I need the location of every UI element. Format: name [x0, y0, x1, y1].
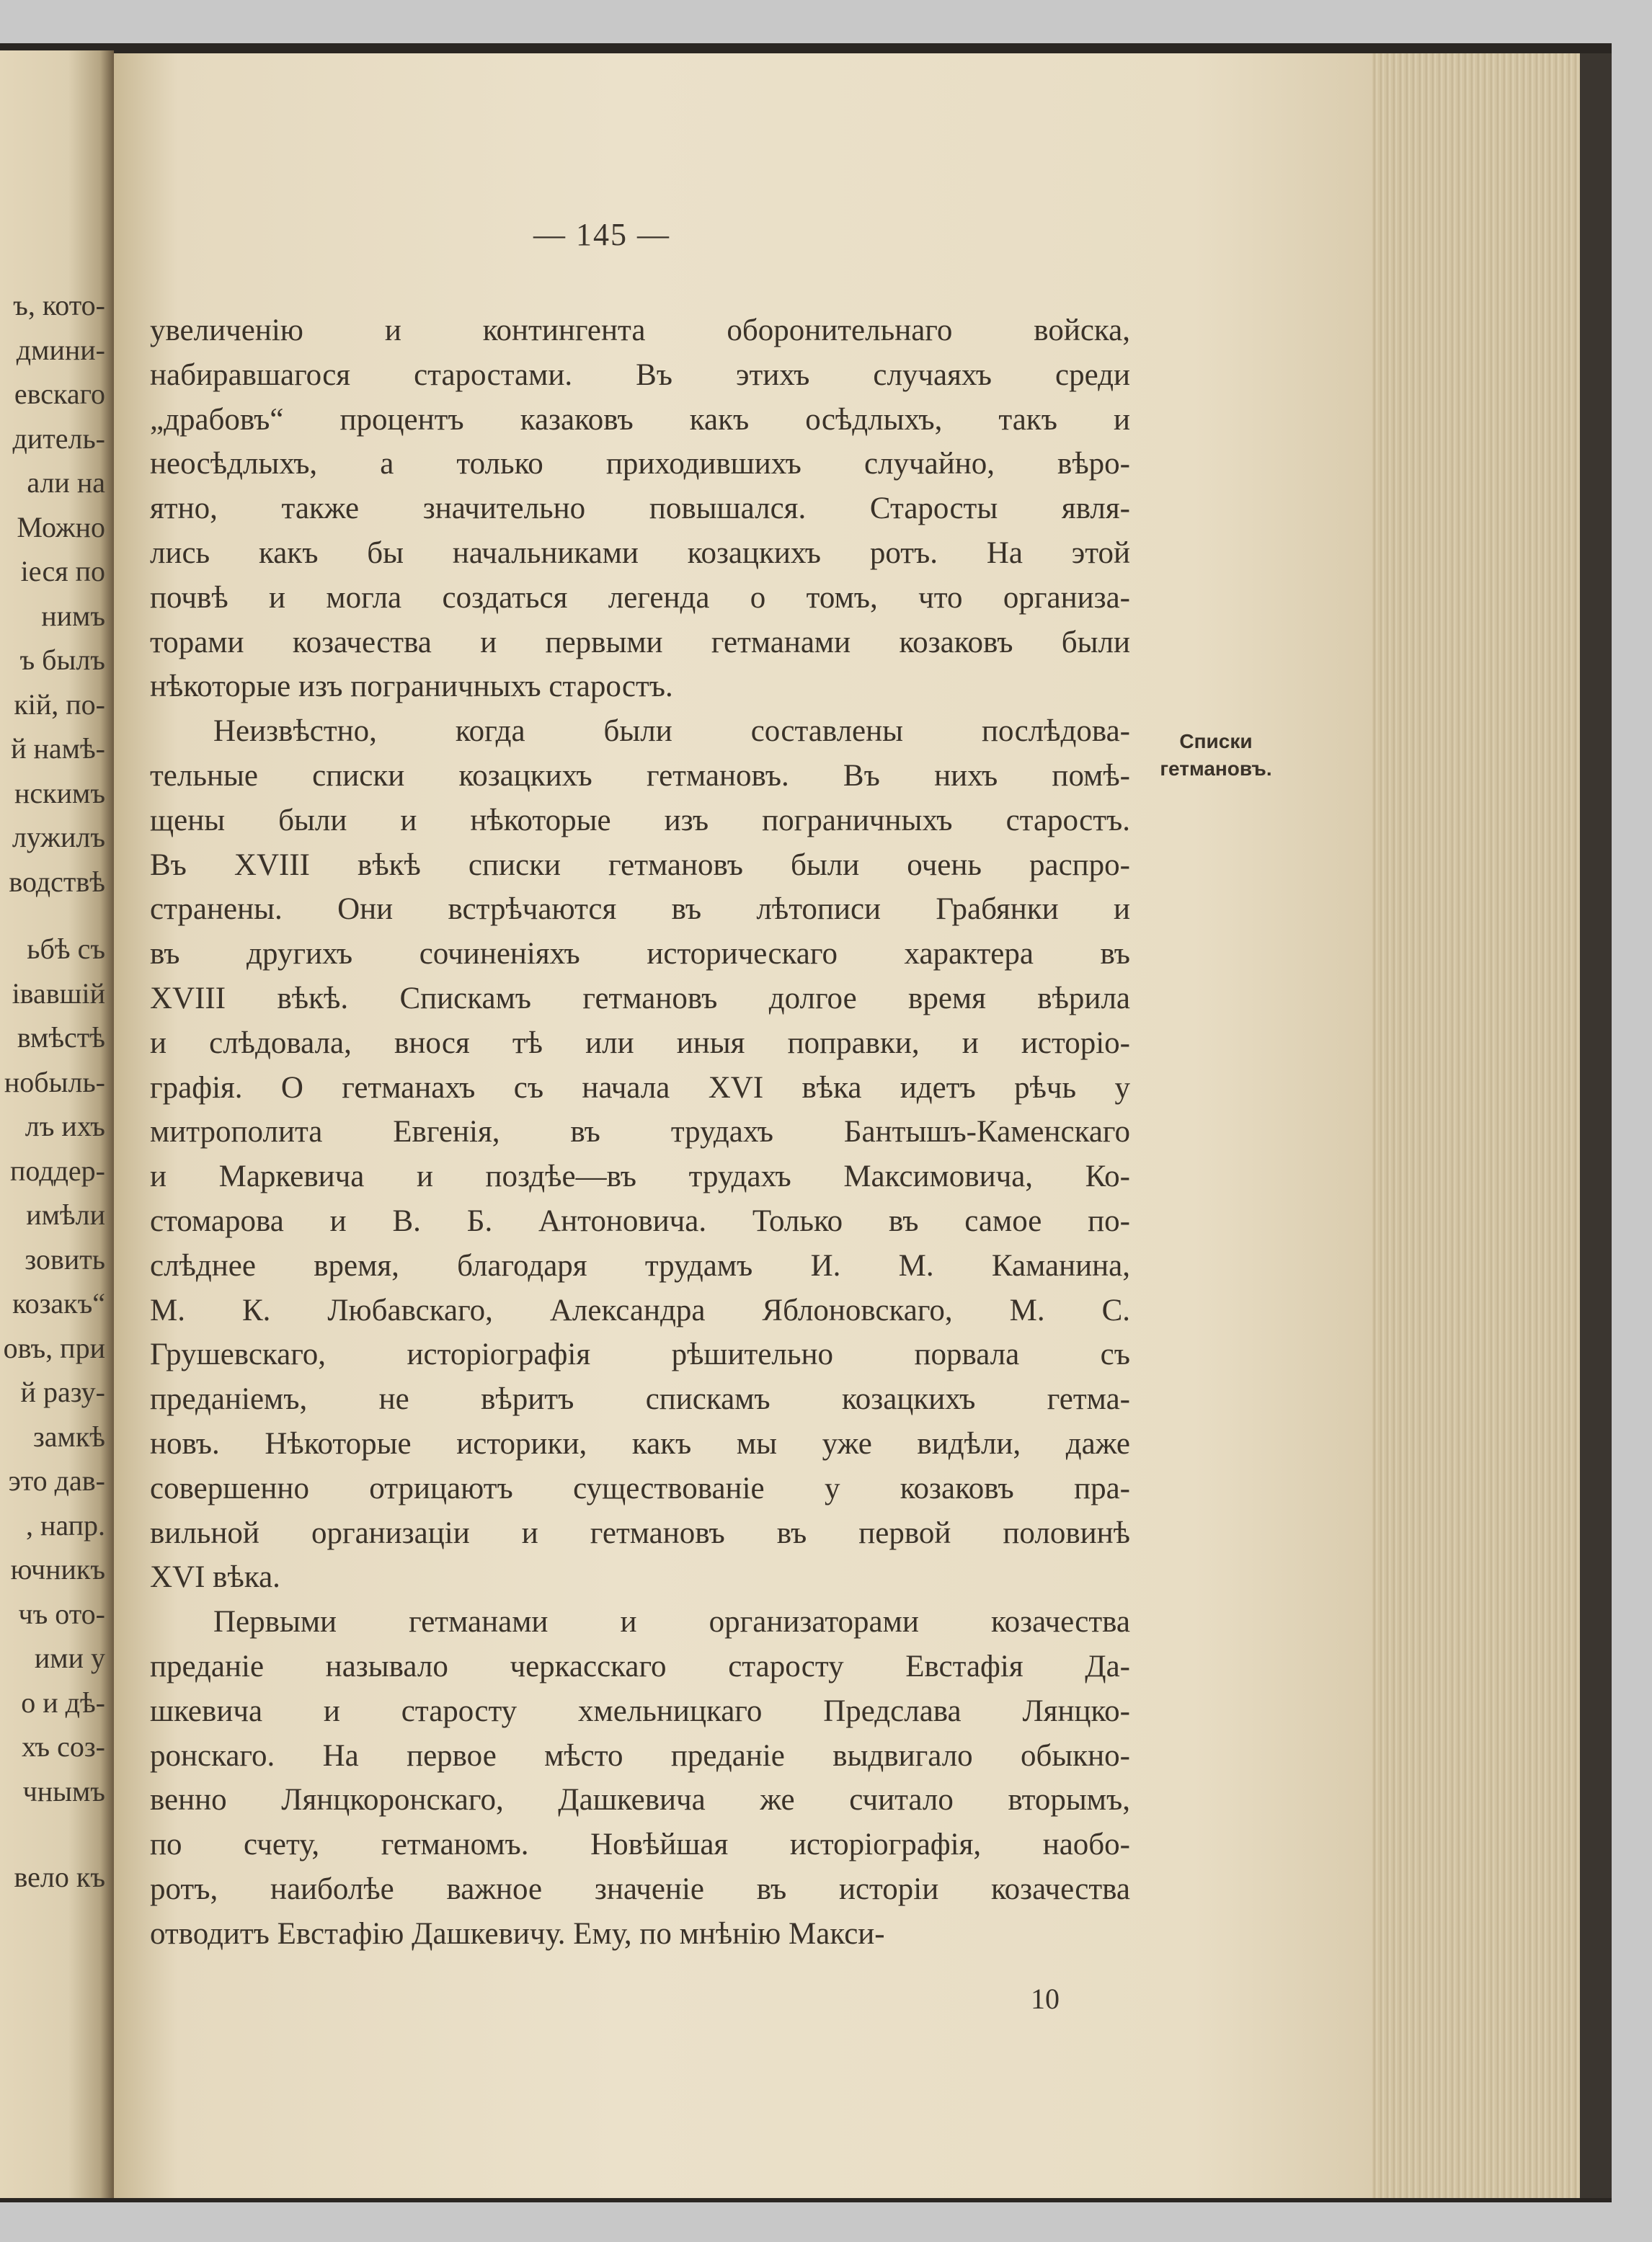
left-page-line: івавшій — [12, 977, 105, 1010]
text-line: и Маркевича и поздѣе—въ трудахъ Максимовича, Ко- — [150, 1160, 1130, 1194]
text-line: увеличенію и контингента оборонительнаго войска, — [150, 313, 1130, 347]
text-line: Первыми гетманами и организаторами козачества — [213, 1605, 1130, 1640]
text-line: почвѣ и могла создаться легенда о томъ, что организа- — [150, 580, 1130, 615]
text-line: ротъ, наиболѣе важное значеніе въ исторіи козачества — [150, 1872, 1130, 1906]
left-page-line: вмѣстѣ — [17, 1021, 105, 1054]
text-line: преданіе называло черкасскаго старосту Евстафія Да- — [150, 1649, 1130, 1683]
text-line: ятно, также значительно повышался. Старосты явля- — [150, 491, 1130, 526]
text-line: шкевича и старосту хмельницкаго Предслава Лянцко- — [150, 1694, 1130, 1728]
left-page-line: Можно — [17, 510, 105, 543]
left-page-line: ъ, кото- — [13, 289, 105, 321]
left-page-fragment — [0, 50, 114, 2198]
left-page-line: кій, по- — [14, 688, 105, 721]
left-page-line: лъ ихъ — [25, 1110, 105, 1142]
page-edges — [1372, 53, 1593, 2198]
left-page-line: й разу- — [20, 1376, 105, 1408]
text-line: Неизвѣстно, когда были составлены послѣдова- — [213, 714, 1130, 749]
left-page-line: іеся по — [20, 555, 105, 587]
left-page-line: ючникъ — [10, 1553, 105, 1585]
left-page-line: о и дѣ- — [21, 1686, 105, 1719]
book-cover-edge — [1580, 53, 1612, 2198]
left-page-line: ьбѣ съ — [27, 933, 105, 965]
text-line: „драбовъ“ процентъ казаковъ какъ осѣдлыхъ, такъ и — [150, 402, 1130, 437]
left-page-line: дмини- — [16, 333, 105, 366]
text-line: неосѣдлыхъ, а только приходившихъ случайно, вѣро- — [150, 447, 1130, 481]
left-page-line: ими у — [34, 1642, 105, 1674]
text-line: митрополита Евгенія, въ трудахъ Бантышъ-Каменскаго — [150, 1115, 1130, 1149]
left-page-line: нимъ — [41, 599, 105, 632]
left-page-line: чъ ото- — [18, 1597, 105, 1630]
left-page-line: чнымъ — [22, 1774, 105, 1807]
left-page-line: это дав- — [8, 1464, 105, 1497]
text-line: венно Лянцкоронскаго, Дашкевича же считало вторымъ, — [150, 1783, 1130, 1818]
text-line: отводитъ Евстафію Дашкевичу. Ему, по мнѣнію Макси- — [150, 1916, 885, 1951]
signature-mark: 10 — [1031, 1983, 1060, 2015]
left-page-line: евскаго — [14, 378, 105, 410]
left-page-line: вело къ — [14, 1861, 105, 1893]
text-line: набиравшагося старостами. Въ этихъ случаяхъ среди — [150, 357, 1130, 392]
left-page-line: ъ былъ — [19, 644, 105, 676]
text-line: совершенно отрицаютъ существованіе у козаковъ пра- — [150, 1471, 1130, 1505]
left-page-line: поддер- — [9, 1154, 105, 1187]
left-page-line: нскимъ — [14, 776, 105, 809]
text-line: нѣкоторые изъ пограничныхъ старостъ. — [150, 670, 673, 704]
left-page-line: водствѣ — [9, 865, 105, 898]
text-line: Грушевскаго, исторіографія рѣшительно порвала съ — [150, 1338, 1130, 1372]
page-number: — 145 — — [533, 217, 670, 252]
text-line: по счету, гетманомъ. Новѣйшая исторіографія, наобо- — [150, 1828, 1130, 1862]
text-line: странены. Они встрѣчаются въ лѣтописи Грабянки и — [150, 892, 1130, 927]
left-page-line: нобыль- — [4, 1065, 105, 1098]
left-page-line: козакъ“ — [12, 1287, 105, 1320]
text-line: тельные списки козацкихъ гетмановъ. Въ нихъ помѣ- — [150, 758, 1130, 793]
text-line: стомарова и В. Б. Антоновича. Только въ самое по- — [150, 1204, 1130, 1238]
text-line: въ другихъ сочиненіяхъ историческаго характера въ — [150, 937, 1130, 971]
body-text — [150, 308, 1130, 1956]
text-line: XVIII вѣкѣ. Спискамъ гетмановъ долгое время вѣрила — [150, 981, 1130, 1015]
left-page-line: лужилъ — [12, 821, 105, 853]
text-line: XVI вѣка. — [150, 1560, 280, 1595]
left-page-line: имѣли — [26, 1198, 105, 1231]
left-page-line: зовить — [25, 1242, 105, 1276]
left-page-line: хъ соз- — [21, 1730, 105, 1763]
marginal-note: Списки гетмановъ. — [1160, 730, 1272, 780]
left-page-line: замкѣ — [32, 1420, 105, 1453]
text-line: лись какъ бы начальниками козацкихъ ротъ. На этой — [150, 535, 1130, 570]
left-page-line: дитель- — [12, 422, 105, 455]
left-page-line: овъ, при — [3, 1331, 105, 1364]
text-line: новъ. Нѣкоторые историки, какъ мы уже видѣли, даже — [150, 1426, 1130, 1461]
left-page-line: , напр. — [25, 1508, 105, 1542]
text-line: преданіемъ, не вѣритъ спискамъ козацкихъ гетма- — [150, 1382, 1130, 1417]
text-line: торами козачества и первыми гетманами козаковъ были — [150, 625, 1130, 659]
text-line: Въ XVIII вѣкѣ списки гетмановъ были очень распро- — [150, 848, 1130, 882]
text-line: вильной организаціи и гетмановъ въ первой половинѣ — [150, 1516, 1130, 1550]
text-line: щены были и нѣкоторые изъ пограничныхъ старостъ. — [150, 803, 1130, 837]
left-page-line: али на — [27, 466, 105, 499]
text-line: слѣднее время, благодаря трудамъ И. М. Каманина, — [150, 1248, 1130, 1283]
text-line: М. К. Любавскаго, Александра Яблоновскаго, М. С. — [150, 1293, 1130, 1327]
text-line: ронскаго. На первое мѣсто преданіе выдвигало обыкно- — [150, 1738, 1130, 1773]
left-page-line: й намѣ- — [11, 732, 105, 765]
text-line: графія. О гетманахъ съ начала XVI вѣка идетъ рѣчь у — [150, 1070, 1130, 1105]
text-line: и слѣдовала, внося тѣ или иныя поправки, и исторіо- — [150, 1026, 1130, 1060]
